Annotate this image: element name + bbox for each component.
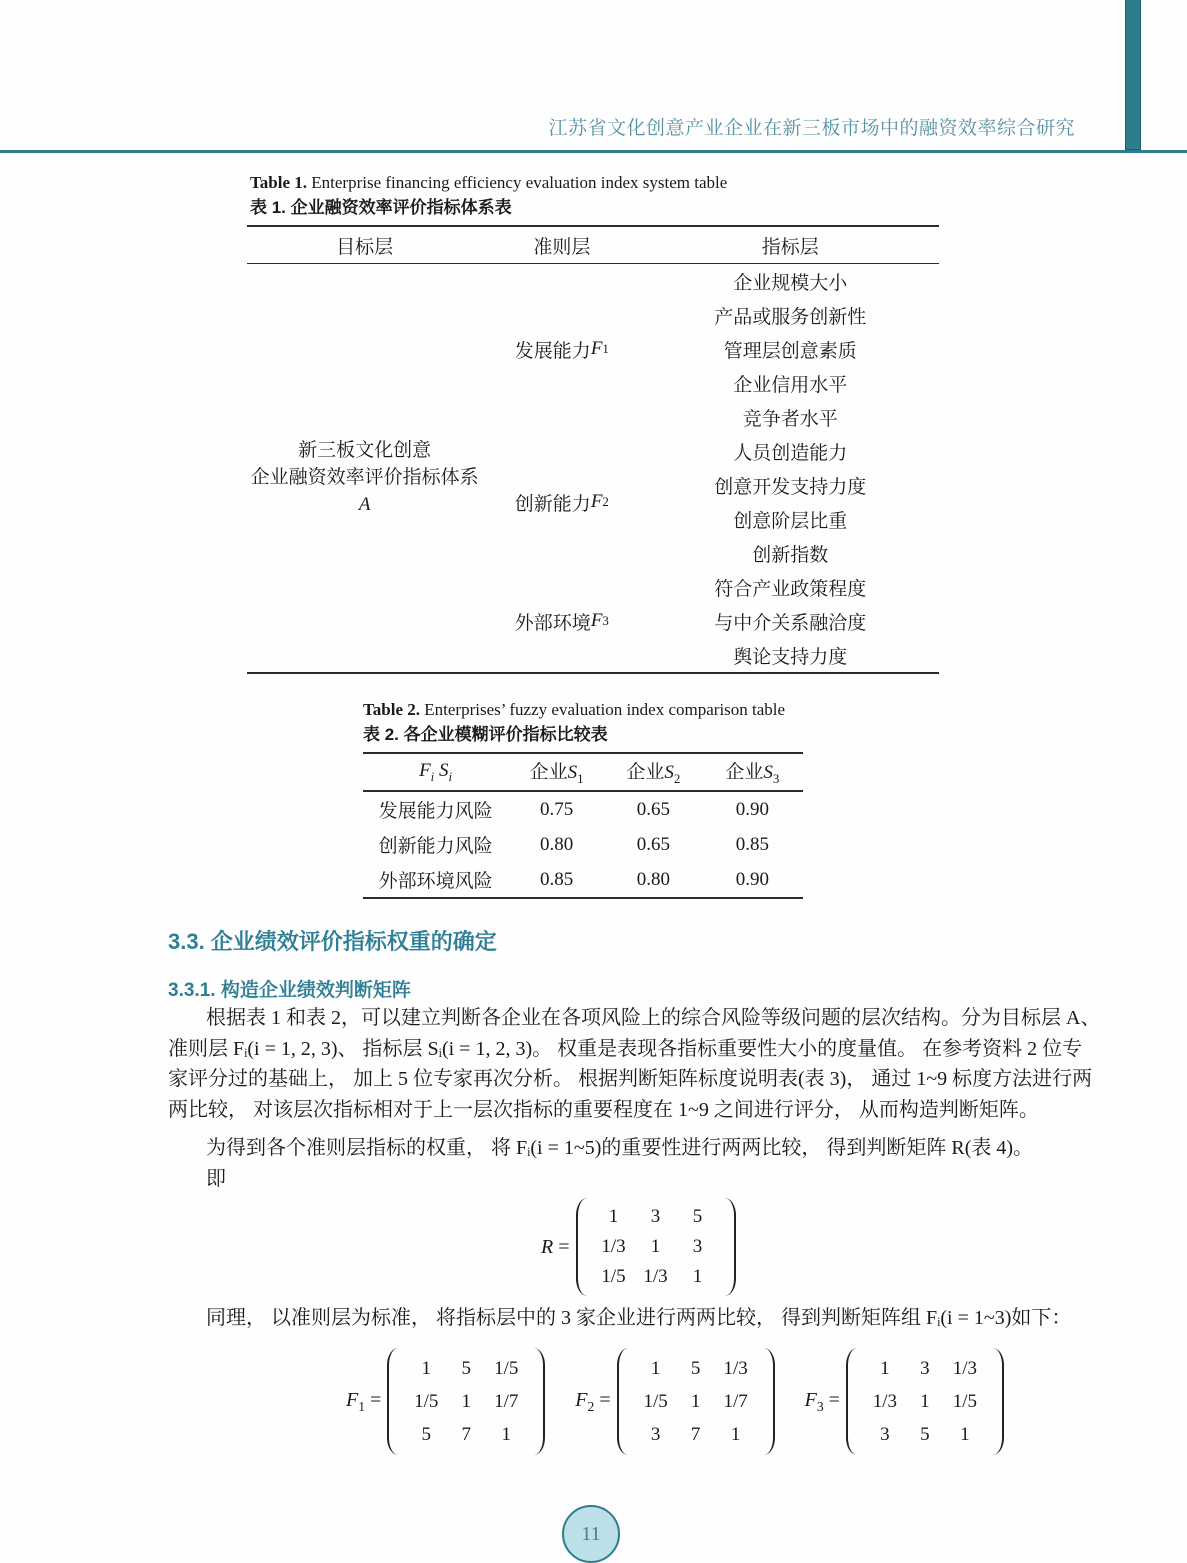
left-paren: [846, 1348, 857, 1455]
matrix-cell: 7: [461, 1424, 472, 1445]
paragraph-3: [168, 1303, 1072, 1334]
criterion-f1-var: F: [590, 338, 603, 359]
table2-header-s2: [605, 757, 702, 787]
matrix-cell: 3: [920, 1358, 930, 1379]
matrix-cell: 1/5: [414, 1391, 439, 1412]
cell-value: 0.85: [735, 833, 769, 855]
matrix-R-grid: [587, 1198, 725, 1296]
table2-caption-zh-label: 表 2.: [363, 725, 399, 744]
table2-header-row: [363, 754, 803, 790]
matrix-cell: 5: [692, 1206, 703, 1227]
paragraph-2: [168, 1133, 1058, 1194]
matrix-cell: 1: [650, 1358, 661, 1379]
table1-goal-cell: [247, 437, 482, 518]
matrix-F3-var: F: [804, 1388, 817, 1411]
section-heading-3-3-1: 3.3.1. 构造企业绩效判断矩阵: [168, 980, 411, 1001]
cell-value: 0.90: [735, 868, 769, 890]
matrix-cell: 1/7: [723, 1391, 748, 1412]
page-number-badge: [562, 1505, 620, 1563]
matrix-cell: 1: [692, 1266, 703, 1287]
table1-header-goal: 目标层: [336, 236, 394, 258]
matrix-cell: 5: [461, 1358, 472, 1379]
matrix-cell: 1/5: [494, 1358, 519, 1379]
left-paren: [387, 1348, 398, 1455]
table1-caption-en: [250, 170, 727, 195]
table2-header-s3: [702, 757, 803, 787]
cell-value: 0.65: [636, 798, 670, 820]
indicator-row: 创新指数: [752, 544, 829, 566]
indicator-row: 企业信用水平: [733, 374, 848, 396]
matrix-cell: 1/5: [643, 1391, 668, 1412]
matrix-F2-eq: =: [599, 1388, 611, 1411]
matrix-cell: 1: [650, 1236, 661, 1257]
matrix-cell: 1/5: [952, 1391, 978, 1412]
criterion-f2-sub: 2: [602, 494, 609, 509]
matrix-F2-var: F: [575, 1388, 588, 1411]
matrix-F1: [346, 1348, 545, 1455]
indicator-row: 产品或服务创新性: [714, 306, 867, 328]
matrix-F3-eq: =: [828, 1388, 840, 1411]
paragraph-line: 准则层 Fᵢ(i = 1, 2, 3)、 指标层 Sᵢ(i = 1, 2, 3)。 权重是表现各指标重要性大小的度量值。 在参考资料 2 位专: [168, 1037, 1083, 1060]
row-label: 发展能力风险: [378, 801, 493, 822]
criterion-f3-sub: 3: [602, 613, 609, 628]
criterion-f2-var: F: [590, 491, 603, 512]
table1-caption: [250, 170, 727, 220]
criterion-f1: [482, 332, 641, 366]
paragraph-line: 即: [206, 1167, 226, 1190]
s3-var: S: [763, 762, 773, 784]
table2-caption-zh: [363, 722, 785, 747]
corner-sub1: i: [430, 768, 435, 784]
table1-caption-en-label: Table 1.: [250, 173, 308, 192]
matrix-cell: 1: [730, 1424, 741, 1445]
matrix-cell: 1/3: [601, 1236, 626, 1257]
matrix-F2-sub: 2: [587, 1398, 595, 1414]
matrix-cell: 1: [421, 1358, 432, 1379]
header-corner-bar: [1125, 0, 1141, 150]
matrix-cell: 3: [650, 1424, 661, 1445]
criterion-f2-text: 创新能力: [514, 493, 591, 515]
criterion-f3-text: 外部环境: [514, 612, 591, 634]
indicator-row: 创意阶层比重: [733, 510, 848, 532]
right-paren: [764, 1348, 775, 1455]
page-number: 11: [581, 1522, 601, 1545]
table1-header-row: [247, 227, 939, 263]
matrix-cell: 5: [920, 1424, 930, 1445]
row-label: 外部环境风险: [378, 871, 493, 892]
matrix-cell: 1/5: [601, 1266, 626, 1287]
table2-row: [363, 827, 803, 862]
matrix-F2-grid: [628, 1348, 764, 1455]
criterion-f3: [482, 604, 641, 638]
s3-sub: 3: [772, 770, 780, 786]
right-paren: [993, 1348, 1004, 1455]
corner-var2: S: [434, 759, 449, 781]
table2-corner-header: [363, 760, 508, 785]
matrix-cell: 1: [501, 1424, 512, 1445]
matrix-F3: [805, 1348, 1004, 1455]
corner-sub2: i: [448, 768, 453, 784]
matrix-cell: 5: [421, 1424, 432, 1445]
matrix-cell: 1/3: [952, 1358, 978, 1379]
table1-header-criterion: 准则层: [533, 236, 591, 258]
indicator-row: 竞争者水平: [742, 408, 838, 430]
indicator-row: 创意开发支持力度: [714, 476, 867, 498]
criterion-f1-text: 发展能力: [514, 340, 591, 362]
indicator-row: 与中介关系融洽度: [714, 612, 867, 634]
running-title: 江苏省文化创意产业企业在新三板市场中的融资效率综合研究: [548, 118, 1075, 139]
section-heading-3-3: 3.3. 企业绩效评价指标权重的确定: [168, 929, 497, 954]
left-paren: [576, 1198, 587, 1296]
matrix-F1-grid: [398, 1348, 534, 1455]
criterion-f1-sub: 1: [602, 341, 609, 356]
table2: [363, 752, 803, 899]
matrix-F1-label: [346, 1389, 381, 1415]
table2-caption: [363, 697, 785, 747]
matrix-cell: 3: [880, 1424, 890, 1445]
goal-line-2: 企业融资效率评价指标体系: [250, 467, 479, 488]
cell-value: 0.90: [735, 798, 769, 820]
table1-caption-zh-label: 表 1.: [250, 198, 286, 217]
right-paren: [725, 1198, 736, 1296]
matrix-F2: [575, 1348, 774, 1455]
indicator-row: 企业规模大小: [733, 272, 848, 294]
matrix-cell: 1/3: [723, 1358, 748, 1379]
matrices-F-block: [346, 1348, 1004, 1455]
s1-sub: 1: [577, 770, 584, 786]
matrix-R-eq: =: [558, 1235, 570, 1258]
cell-value: 0.80: [539, 833, 574, 855]
matrix-cell: 1: [608, 1206, 619, 1227]
matrix-F2-label: [575, 1389, 610, 1415]
matrix-cell: 1/7: [494, 1391, 519, 1412]
matrix-F1-sub: 1: [358, 1398, 366, 1414]
table2-caption-en-label: Table 2.: [363, 700, 421, 719]
table2-caption-en-text: Enterprises’ fuzzy evaluation index comparison table: [420, 700, 786, 719]
table1: [247, 225, 939, 674]
matrix-F1-var: F: [346, 1388, 359, 1411]
right-paren: [534, 1348, 545, 1455]
paragraph-line: 为得到各个准则层指标的权重， 将 Fᵢ(i = 1~5)的重要性进行两两比较， 得到判断矩阵 R(表 4)。: [206, 1137, 1034, 1159]
matrix-F1-eq: =: [370, 1388, 382, 1411]
indicator-row: 符合产业政策程度: [714, 578, 867, 600]
paragraph-line: 根据表 1 和表 2，可以建立判断各企业在各项风险上的综合风险等级问题的层次结构。分为目标层 A、: [206, 1007, 1101, 1029]
matrix-cell: 1/3: [643, 1266, 668, 1287]
table1-caption-en-text: Enterprise financing efficiency evaluation index system table: [307, 173, 728, 192]
table2-header-s1: [508, 757, 605, 787]
s1-var: S: [567, 762, 578, 784]
table2-bottom-rule: [363, 897, 803, 899]
goal-line-3: A: [358, 494, 371, 515]
table1-body: [247, 264, 939, 672]
cell-value: 0.85: [539, 868, 574, 890]
matrix-R-label: [541, 1236, 570, 1259]
criterion-f3-var: F: [590, 610, 603, 631]
s2-text: 企业: [626, 762, 665, 784]
s1-text: 企业: [529, 762, 568, 784]
table1-caption-zh: [250, 195, 727, 220]
paragraph-line: 家评分过的基础上， 加上 5 位专家再次分析。 根据判断矩阵标度说明表(表 3)， 通过 1~9 标度方法进行两: [168, 1068, 1093, 1090]
matrix-cell: 1: [461, 1391, 472, 1412]
table1-indicator-column: [641, 264, 939, 672]
indicator-row: 舆论支持力度: [733, 646, 848, 668]
row-label: 创新能力风险: [378, 836, 493, 857]
table2-caption-zh-text: 各企业模糊评价指标比较表: [398, 725, 608, 744]
matrix-F3-grid: [857, 1348, 993, 1455]
matrix-cell: 1: [690, 1391, 701, 1412]
matrix-R-block: [541, 1198, 736, 1296]
table2-row: [363, 792, 803, 827]
matrix-F3-sub: 3: [816, 1398, 824, 1414]
matrix-F3-label: [805, 1389, 840, 1415]
paragraph-line: 两比较， 对该层次指标相对于上一层次指标的重要程度在 1~9 之间进行评分， 从而构造判断矩阵。: [168, 1098, 1039, 1121]
matrix-cell: 1: [960, 1424, 970, 1445]
goal-line-1: 新三板文化创意: [298, 440, 432, 461]
s2-var: S: [664, 762, 674, 784]
indicator-row: 人员创造能力: [733, 442, 848, 464]
matrix-cell: 1: [920, 1391, 930, 1412]
matrix-cell: 5: [690, 1358, 701, 1379]
table2-row: [363, 862, 803, 897]
table1-bottom-rule: [247, 672, 939, 674]
left-paren: [617, 1348, 628, 1455]
matrix-R: [541, 1198, 736, 1296]
paragraph-1: [168, 1003, 1101, 1125]
table1-header-indicator: 指标层: [761, 236, 819, 258]
matrix-cell: 1: [880, 1358, 890, 1379]
s3-text: 企业: [725, 762, 764, 784]
criterion-f2: [482, 485, 641, 519]
cell-value: 0.75: [539, 798, 574, 820]
header-rule: [0, 150, 1187, 153]
cell-value: 0.65: [636, 833, 670, 855]
matrix-cell: 3: [692, 1236, 703, 1257]
corner-var1: F: [419, 759, 431, 781]
paragraph-line: 同理， 以准则层为标准， 将指标层中的 3 家企业进行两两比较， 得到判断矩阵组 Fᵢ(i = 1~3)如下：: [206, 1307, 1072, 1329]
matrix-cell: 3: [650, 1206, 661, 1227]
matrix-cell: 1/3: [872, 1391, 898, 1412]
s2-sub: 2: [673, 770, 681, 786]
table2-caption-en: [363, 697, 785, 722]
table1-caption-zh-text: 企业融资效率评价指标体系表: [285, 198, 512, 217]
matrix-R-var: R: [541, 1235, 554, 1258]
matrix-cell: 7: [690, 1424, 701, 1445]
indicator-row: 管理层创意素质: [723, 340, 857, 362]
cell-value: 0.80: [636, 868, 670, 890]
